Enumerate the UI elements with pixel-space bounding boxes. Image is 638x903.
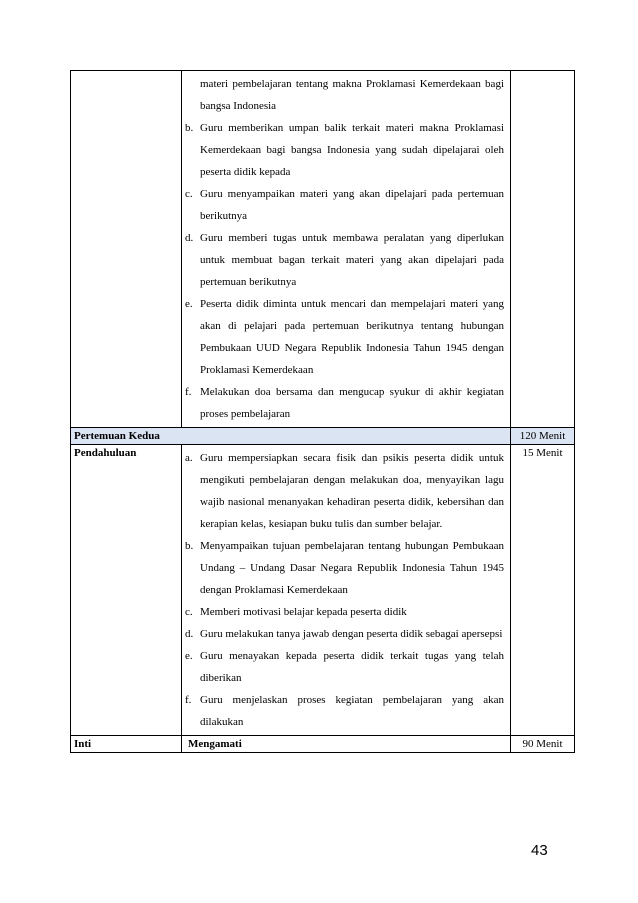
list-item — [185, 381, 504, 425]
phase-cell: Inti — [71, 736, 182, 753]
item-text: Guru memberikan umpan balik terkait materi makna Proklamasi Kemerdekaan bagi bangsa Indonesia yang sudah dipelajarai oleh peserta didik kepada — [200, 122, 504, 178]
item-label: c. — [185, 188, 193, 200]
activity-list — [185, 447, 504, 733]
list-item — [185, 293, 504, 381]
phase-cell: Pendahuluan — [71, 445, 182, 736]
item-text: Guru menjelaskan proses kegiatan pembelajaran yang akan dilakukan — [200, 694, 504, 728]
item-label: d. — [185, 628, 194, 640]
item-text: Guru memberi tugas untuk membawa peralatan yang diperlukan untuk membuat bagan terkait materi yang akan dipelajari pada pertemuan berikutnya — [200, 232, 504, 288]
activity-list — [185, 117, 504, 425]
item-text: Guru menyampaikan materi yang akan dipelajari pada pertemuan berikutnya — [200, 188, 504, 222]
meeting-time: 120 Menit — [511, 428, 575, 445]
item-label: a. — [185, 452, 193, 464]
table-row-pendahuluan — [71, 445, 575, 736]
item-label: e. — [185, 298, 193, 310]
list-item — [185, 689, 504, 733]
item-label: d. — [185, 232, 194, 244]
list-item — [185, 623, 504, 645]
table-row-meeting-header — [71, 428, 575, 445]
item-text: Melakukan doa bersama dan mengucap syukur di akhir kegiatan proses pembelajaran — [200, 386, 504, 420]
activity-cell: Mengamati — [182, 736, 511, 753]
activity-cell — [182, 71, 511, 428]
phase-cell — [71, 71, 182, 428]
list-item — [185, 117, 504, 183]
list-item — [185, 447, 504, 535]
activity-cell — [182, 445, 511, 736]
time-cell: 15 Menit — [511, 445, 575, 736]
item-text: Guru mempersiapkan secara fisik dan psikis peserta didik untuk mengikuti pembelajaran dengan melakukan doa, menyayikan lagu wajib nasional menanyakan kehadiran peserta didik, kebersihan dan kerapian kelas, kesiapan buku tulis dan sumber belajar. — [200, 452, 504, 530]
item-label: b. — [185, 122, 194, 134]
item-label: b. — [185, 540, 194, 552]
item-text: Guru menayakan kepada peserta didik terkait tugas yang telah diberikan — [200, 650, 504, 684]
list-item — [185, 183, 504, 227]
item-label: e. — [185, 650, 193, 662]
item-text: Peserta didik diminta untuk mencari dan mempelajari materi yang akan di pelajari pada pertemuan berikutnya tentang hubungan Pembukaan UUD Negara Republik Indonesia Tahun 1945 dengan Proklamasi Kemerdekaan — [200, 298, 504, 376]
item-text: Guru melakukan tanya jawab dengan peserta didik sebagai apersepsi — [200, 628, 503, 640]
list-item — [185, 535, 504, 601]
time-cell: 90 Menit — [511, 736, 575, 753]
item-label: c. — [185, 606, 193, 618]
table-row-first-meeting-closing — [71, 71, 575, 428]
list-item — [185, 601, 504, 623]
page-number: 43 — [531, 842, 548, 859]
item-text: Memberi motivasi belajar kepada peserta didik — [200, 606, 407, 618]
item-text: Menyampaikan tujuan pembelajaran tentang hubungan Pembukaan Undang – Undang Dasar Negara Republik Indonesia Tahun 1945 dengan Proklamasi Kemerdekaan — [200, 540, 504, 596]
item-label: f. — [185, 386, 192, 398]
continuation-text: materi pembelajaran tentang makna Proklamasi Kemerdekaan bagi bangsa Indonesia — [200, 78, 504, 112]
lesson-plan-table — [70, 70, 575, 753]
list-item — [185, 645, 504, 689]
item-label: f. — [185, 694, 192, 706]
time-cell — [511, 71, 575, 428]
table-row-inti — [71, 736, 575, 753]
list-item — [185, 227, 504, 293]
meeting-title: Pertemuan Kedua — [71, 428, 511, 445]
